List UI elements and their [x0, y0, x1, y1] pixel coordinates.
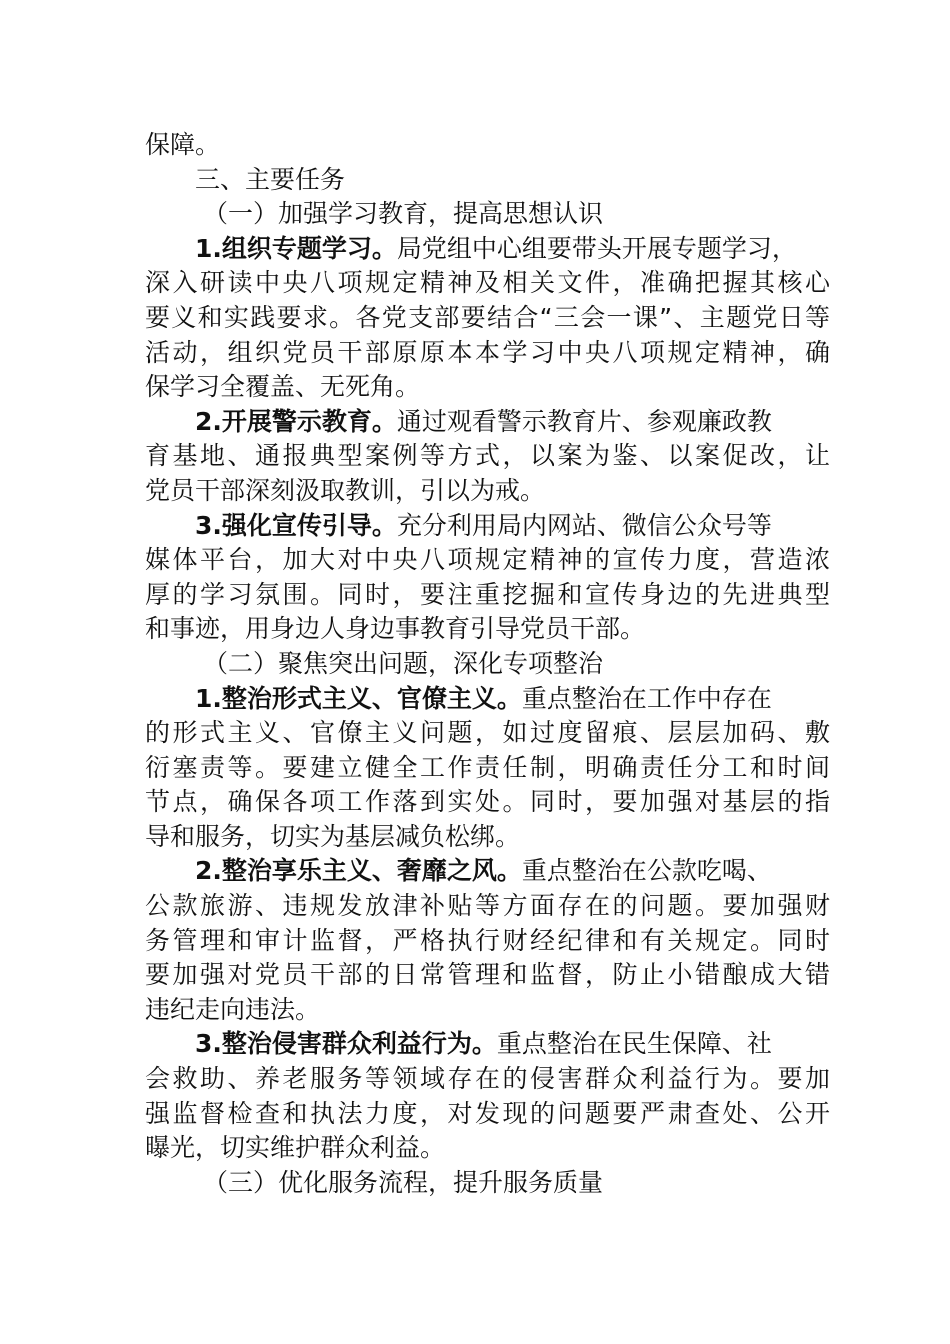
paragraph-line	[145, 1131, 830, 1166]
text-run: 重点整治在民生保障、社	[496, 1029, 772, 1059]
item-title: 3.整治侵害群众利益行为。	[195, 1029, 497, 1059]
paragraph-line	[145, 301, 830, 336]
item-title: 3.强化宣传引导。	[195, 510, 397, 540]
text-run: 和事迹，用身边人身边事教育引导党员干部。	[145, 614, 646, 644]
text-run: 公款旅游、违规发放津补贴等方面存在的问题。要加强财	[145, 891, 830, 921]
text-run: 违纪走向违法。	[145, 994, 321, 1024]
text-run: 育基地、通报典型案例等方式，以案为鉴、以案促改，让	[145, 441, 830, 471]
item-lead-line	[145, 854, 830, 889]
text-run: 通过观看警示教育片、参观廉政教	[396, 406, 772, 436]
paragraph-line	[145, 370, 830, 405]
text-run: 曝光，切实维护群众利益。	[145, 1133, 446, 1163]
paragraph-line	[145, 474, 830, 509]
paragraph-line	[145, 820, 830, 855]
text-run: 保障。	[145, 130, 221, 159]
item-lead-line	[145, 1027, 830, 1062]
subsection-heading	[145, 1166, 830, 1201]
item-title: 1.组织专题学习。	[195, 233, 397, 263]
text-run: 会救助、养老服务等领域存在的侵害群众利益行为。要加	[145, 1064, 830, 1094]
text-run: 媒体平台，加大对中央八项规定精神的宣传力度，营造浓	[145, 545, 830, 575]
item-title: 2.开展警示教育。	[195, 406, 397, 436]
text-run: 要加强对党员干部的日常管理和监督，防止小错酿成大错	[145, 960, 830, 990]
paragraph-line	[145, 993, 830, 1028]
text-run: 重点整治在工作中存在	[521, 683, 772, 713]
subsection-heading	[145, 197, 830, 232]
paragraph-line	[145, 128, 830, 163]
text-run: （一）加强学习教育，提高思想认识	[203, 199, 604, 229]
text-run: 节点，确保各项工作落到实处。同时，要加强对基层的指	[145, 787, 830, 817]
text-run: 三、主要任务	[195, 164, 346, 194]
paragraph-line	[145, 924, 830, 959]
paragraph-line	[145, 716, 830, 751]
item-lead-line	[145, 509, 830, 544]
text-run: （三）优化服务流程，提升服务质量	[203, 1167, 604, 1197]
text-run: 要义和实践要求。各党支部要结合“三会一课”、主题党日等	[145, 302, 830, 332]
document-page	[145, 128, 830, 1200]
text-run: 党员干部深刻汲取教训，引以为戒。	[145, 475, 546, 505]
subsection-heading	[145, 647, 830, 682]
item-lead-line	[145, 232, 830, 267]
item-title: 1.整治形式主义、官僚主义。	[195, 683, 522, 713]
text-run: 衍塞责等。要建立健全工作责任制，明确责任分工和时间	[145, 752, 830, 782]
item-lead-line	[145, 682, 830, 717]
paragraph-line	[145, 336, 830, 371]
paragraph-line	[145, 785, 830, 820]
paragraph-line	[145, 543, 830, 578]
paragraph-line	[145, 958, 830, 993]
text-run: （二）聚焦突出问题，深化专项整治	[203, 648, 604, 678]
paragraph-line	[145, 578, 830, 613]
paragraph-line	[145, 266, 830, 301]
text-run: 局党组中心组要带头开展专题学习，	[396, 233, 797, 263]
paragraph-line	[145, 1062, 830, 1097]
text-run: 活动，组织党员干部原原本本学习中央八项规定精神，确	[145, 337, 830, 367]
item-title: 2.整治享乐主义、奢靡之风。	[195, 856, 522, 886]
text-run: 厚的学习氛围。同时，要注重挖掘和宣传身边的先进典型	[145, 579, 830, 609]
text-run: 充分利用局内网站、微信公众号等	[396, 510, 772, 540]
text-run: 导和服务，切实为基层减负松绑。	[145, 821, 521, 851]
item-lead-line	[145, 405, 830, 440]
text-run: 重点整治在公款吃喝、	[521, 856, 772, 886]
text-run: 务管理和审计监督，严格执行财经纪律和有关规定。同时	[145, 925, 830, 955]
text-run: 的形式主义、官僚主义问题，如过度留痕、层层加码、敷	[145, 718, 830, 748]
paragraph-line	[145, 612, 830, 647]
paragraph-line	[145, 1097, 830, 1132]
text-run: 强监督检查和执法力度，对发现的问题要严肃查处、公开	[145, 1098, 830, 1128]
section-heading	[145, 163, 830, 198]
text-run: 深入研读中央八项规定精神及相关文件，准确把握其核心	[145, 268, 830, 298]
paragraph-line	[145, 439, 830, 474]
text-run: 保学习全覆盖、无死角。	[145, 372, 421, 402]
paragraph-line	[145, 751, 830, 786]
paragraph-line	[145, 889, 830, 924]
